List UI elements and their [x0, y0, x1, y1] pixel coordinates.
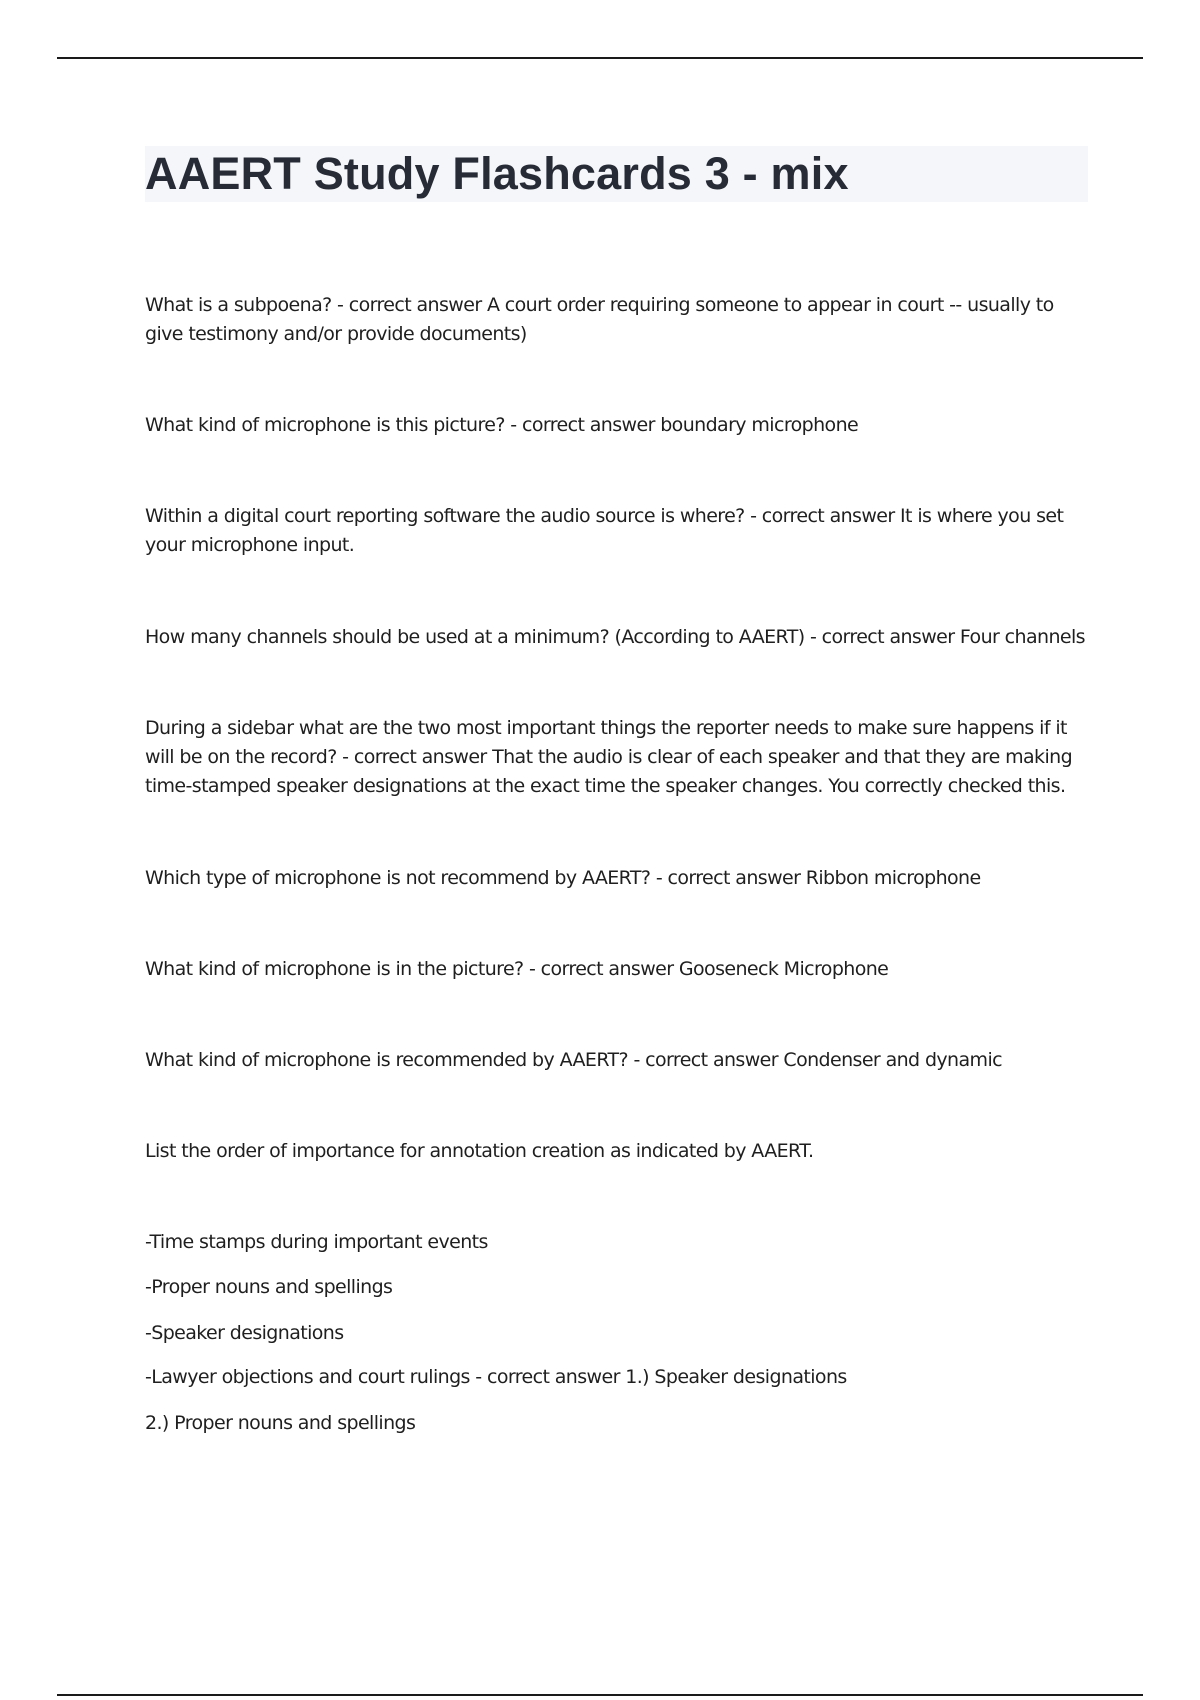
flashcard-gooseneck-microphone: What kind of microphone is in the picture? - correct answer Gooseneck Microphone	[145, 958, 889, 980]
flashcard-subpoena: What is a subpoena? - correct answer A court order requiring someone to appear in court -- usually to give testimony and/or provide documents)	[145, 294, 1054, 345]
flashcard-boundary-microphone: What kind of microphone is this picture? - correct answer boundary microphone	[145, 414, 859, 436]
list-item: -Time stamps during important events	[145, 1231, 488, 1253]
list-item: -Lawyer objections and court rulings - correct answer 1.) Speaker designations	[145, 1366, 847, 1388]
flashcard-channels: How many channels should be used at a minimum? (According to AAERT) - correct answer Four channels	[145, 626, 1085, 648]
list-item: -Proper nouns and spellings	[145, 1276, 393, 1298]
top-rule	[57, 57, 1143, 59]
bottom-rule	[57, 1694, 1143, 1696]
flashcard-sidebar: During a sidebar what are the two most important things the reporter needs to make sure happens if it will be on the record? - correct answer That the audio is clear of each speaker and that they are making time-stamped speaker designations at the exact time the speaker changes. You correctly checked this.	[145, 717, 1073, 797]
flashcard-annotation-order: List the order of importance for annotation creation as indicated by AAERT.	[145, 1140, 814, 1162]
flashcard-audio-source: Within a digital court reporting software the audio source is where? - correct answer It is where you set your microphone input.	[145, 505, 1064, 556]
list-item: -Speaker designations	[145, 1322, 344, 1344]
list-item: 2.) Proper nouns and spellings	[145, 1412, 416, 1434]
page-title: AAERT Study Flashcards 3 - mix	[145, 148, 849, 199]
flashcard-not-recommended-microphone: Which type of microphone is not recommend by AAERT? - correct answer Ribbon microphone	[145, 867, 981, 889]
flashcard-recommended-microphone: What kind of microphone is recommended by AAERT? - correct answer Condenser and dynamic	[145, 1049, 1002, 1071]
